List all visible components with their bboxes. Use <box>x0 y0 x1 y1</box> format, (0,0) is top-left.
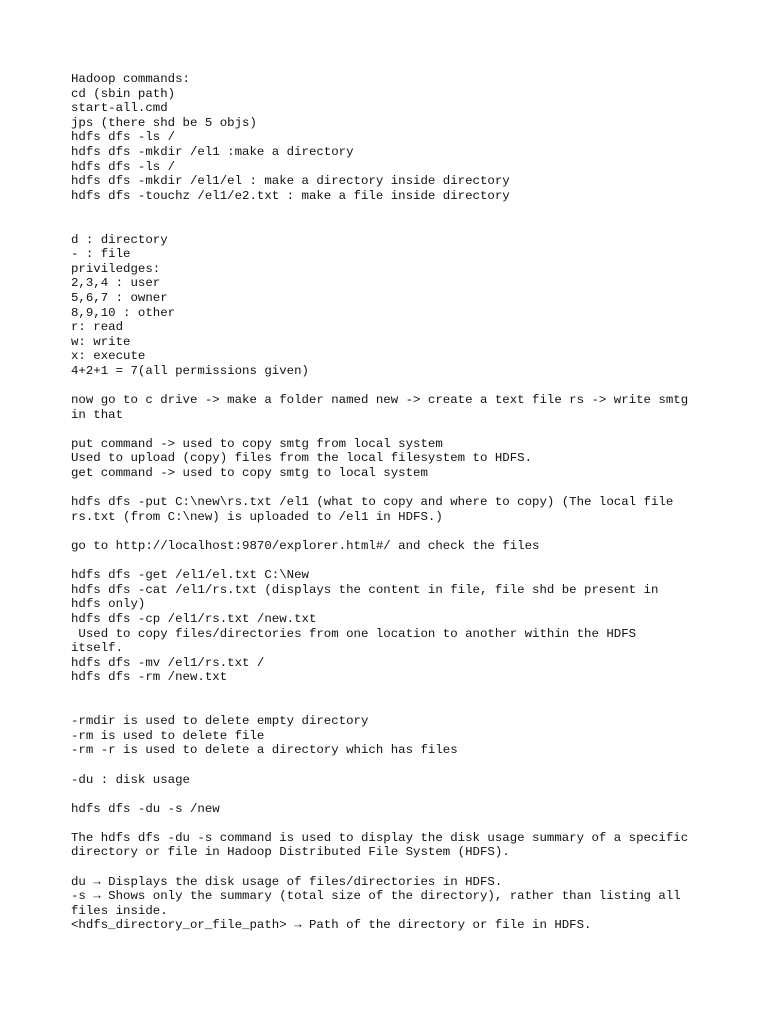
text-line: -du : disk usage <box>71 772 190 787</box>
text-line: 5,6,7 : owner <box>71 290 168 305</box>
text-line: 2,3,4 : user <box>71 276 161 291</box>
text-line: start-all.cmd <box>71 101 168 116</box>
text-line <box>71 860 731 875</box>
text-line: r: read <box>71 320 124 335</box>
text-line: hdfs dfs -put C:\new\rs.txt /el1 (what to copy and where to copy) (The local file <box>71 495 674 510</box>
text-line <box>71 203 731 218</box>
text-line <box>71 481 731 496</box>
text-line: Used to copy files/directories from one location to another within the HDFS <box>71 626 637 641</box>
text-line: The hdfs dfs -du -s command is used to display the disk usage summary of a specific <box>71 830 689 845</box>
text-line: -rmdir is used to delete empty directory <box>71 714 369 729</box>
text-line: jps (there shd be 5 objs) <box>71 115 257 130</box>
text-line <box>71 816 731 831</box>
text-line <box>71 422 731 437</box>
text-line <box>71 787 731 802</box>
text-line: <hdfs_directory_or_file_path> → Path of the directory or file in HDFS. <box>71 918 592 933</box>
text-line <box>71 758 731 773</box>
text-line: Hadoop commands: <box>71 72 190 86</box>
text-line <box>71 524 731 539</box>
text-line: cd (sbin path) <box>71 86 176 101</box>
text-line: - : file <box>71 247 131 262</box>
text-line: hdfs dfs -du -s /new <box>71 801 220 816</box>
text-line: itself. <box>71 641 124 656</box>
text-line: -rm -r is used to delete a directory which has files <box>71 743 458 758</box>
text-line: hdfs dfs -cp /el1/rs.txt /new.txt <box>71 611 317 626</box>
text-line <box>71 378 731 393</box>
text-line: 8,9,10 : other <box>71 305 176 320</box>
text-line: w: write <box>71 334 131 349</box>
text-line: hdfs dfs -touchz /el1/e2.txt : make a file inside directory <box>71 188 510 203</box>
text-line: priviledges: <box>71 261 161 276</box>
text-line: -s → Shows only the summary (total size of the directory), rather than listing all <box>71 889 681 904</box>
text-line: go to http://localhost:9870/explorer.html#/ and check the files <box>71 539 540 553</box>
text-line: put command -> used to copy smtg from local system <box>71 436 443 451</box>
text-line: hdfs dfs -mkdir /el1/el : make a directory inside directory <box>71 174 510 189</box>
text-line: hdfs only) <box>71 597 146 612</box>
text-line <box>71 700 731 715</box>
text-line: -rm is used to delete file <box>71 728 265 743</box>
text-line: files inside. <box>71 903 168 918</box>
text-line: hdfs dfs -get /el1/el.txt C:\New <box>71 568 309 583</box>
text-line: d : directory <box>71 232 168 247</box>
text-line: 4+2+1 = 7(all permissions given) <box>71 363 309 378</box>
text-line: x: execute <box>71 349 146 364</box>
text-line <box>71 685 731 700</box>
text-line: du → Displays the disk usage of files/directories in HDFS. <box>71 874 503 889</box>
text-line: directory or file in Hadoop Distributed File System (HDFS). <box>71 845 510 860</box>
text-line: hdfs dfs -ls / <box>71 130 176 145</box>
text-line <box>71 554 731 569</box>
text-line: hdfs dfs -rm /new.txt <box>71 670 228 685</box>
text-line: rs.txt (from C:\new) is uploaded to /el1 in HDFS.) <box>71 509 443 524</box>
text-line: Used to upload (copy) files from the local filesystem to HDFS. <box>71 451 533 466</box>
document-body <box>71 72 731 933</box>
text-line: hdfs dfs -mv /el1/rs.txt / <box>71 655 265 670</box>
text-line: hdfs dfs -ls / <box>71 159 176 174</box>
text-line: get command -> used to copy smtg to local system <box>71 466 428 481</box>
text-line: now go to c drive -> make a folder named new -> create a text file rs -> write smtg <box>71 393 689 408</box>
text-line: hdfs dfs -mkdir /el1 :make a directory <box>71 144 354 159</box>
text-line: in that <box>71 407 124 422</box>
text-line: hdfs dfs -cat /el1/rs.txt (displays the content in file, file shd be present in <box>71 582 659 597</box>
text-line <box>71 218 731 233</box>
